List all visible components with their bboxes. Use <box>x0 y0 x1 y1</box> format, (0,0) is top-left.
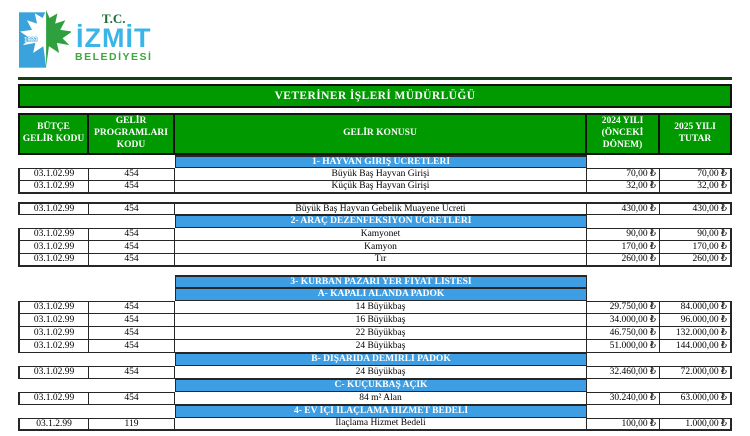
income-subject-cell: Kamyonet <box>175 228 587 241</box>
amount-2025-cell: 170,00 ₺ <box>660 241 732 254</box>
income-subject-cell: Büyük Baş Hayvan Girişi <box>175 168 587 181</box>
program-code-cell: 454 <box>89 327 175 340</box>
section-spacer <box>587 405 732 418</box>
income-subject-cell: Kamyon <box>175 241 587 254</box>
section-spacer <box>18 275 175 288</box>
section-header-row <box>18 155 732 168</box>
column-header-2024: 2024 YILI (ÖNCEKİ DÖNEM) <box>587 115 660 153</box>
divider-rule <box>18 77 732 80</box>
table-row <box>18 418 732 431</box>
brand-tc-label: T.C. <box>101 11 126 26</box>
amount-2024-cell: 100,00 ₺ <box>587 418 660 431</box>
program-code-cell: 454 <box>89 228 175 241</box>
section-header-row <box>18 353 732 366</box>
section-header: B- DIŞARIDA DEMİRLİ PADOK <box>175 353 587 366</box>
section-header: 1- HAYVAN GİRİŞ ÜCRETLERİ <box>175 155 587 168</box>
section-spacer <box>18 379 175 392</box>
section-header-row <box>18 275 732 288</box>
budget-code-cell: 03.1.02.99 <box>18 181 89 194</box>
amount-2024-cell: 32.460,00 ₺ <box>587 366 660 379</box>
income-subject-cell: Küçük Baş Hayvan Girişi <box>175 181 587 194</box>
section-spacer <box>587 155 732 168</box>
budget-code-cell: 03.1.02.99 <box>18 340 89 353</box>
program-code-cell: 454 <box>89 241 175 254</box>
amount-2024-cell: 30.240,00 ₺ <box>587 392 660 405</box>
column-header-budget-code: BÜTÇE GELİR KODU <box>20 115 89 153</box>
table-row <box>18 327 732 340</box>
income-subject-cell: 14 Büyükbaş <box>175 301 587 314</box>
department-title-bar <box>18 84 732 108</box>
table-row <box>18 366 732 379</box>
budget-code-cell: 03.1.02.99 <box>18 254 89 267</box>
income-subject-cell: 24 Büyükbaş <box>175 340 587 353</box>
income-subject-cell: Büyük Baş Hayvan Gebelik Muayene Ücreti <box>175 202 587 215</box>
amount-2025-cell: 132.000,00 ₺ <box>660 327 732 340</box>
brand-subtitle: BELEDİYESİ <box>75 51 153 63</box>
amount-2024-cell: 51.000,00 ₺ <box>587 340 660 353</box>
amount-2025-cell: 70,00 ₺ <box>660 168 732 181</box>
izmit-municipality-logo <box>19 10 71 70</box>
section-header-row <box>18 379 732 392</box>
amount-2025-cell: 430,00 ₺ <box>660 202 732 215</box>
section-spacer <box>18 288 175 301</box>
budget-code-cell: 03.1.2.99 <box>18 418 89 431</box>
brand-text <box>75 10 152 70</box>
table-header-row <box>18 113 732 155</box>
budget-code-cell: 03.1.02.99 <box>18 241 89 254</box>
program-code-cell: 454 <box>89 254 175 267</box>
table-gap <box>18 194 732 202</box>
column-header-2025: 2025 YILI TUTAR <box>674 122 716 144</box>
section-spacer <box>587 379 732 392</box>
section-spacer <box>18 215 175 228</box>
amount-2024-cell: 430,00 ₺ <box>587 202 660 215</box>
income-subject-cell: İlaçlama Hizmet Bedeli <box>175 418 587 431</box>
budget-code-cell: 03.1.02.99 <box>18 168 89 181</box>
section-header: A- KAPALI ALANDA PADOK <box>175 288 587 301</box>
amount-2024-cell: 32,00 ₺ <box>587 181 660 194</box>
amount-2024-cell: 70,00 ₺ <box>587 168 660 181</box>
section-header-row <box>18 288 732 301</box>
amount-2024-cell: 260,00 ₺ <box>587 254 660 267</box>
section-spacer <box>587 353 732 366</box>
founding-year-label: 1923 <box>23 36 38 44</box>
amount-2025-cell: 84.000,00 ₺ <box>660 301 732 314</box>
budget-code-cell: 03.1.02.99 <box>18 202 89 215</box>
amount-2025-cell: 32,00 ₺ <box>660 181 732 194</box>
table-row <box>18 228 732 241</box>
budget-code-cell: 03.1.02.99 <box>18 301 89 314</box>
amount-2025-cell: 260,00 ₺ <box>660 254 732 267</box>
table-row <box>18 168 732 181</box>
income-subject-cell: 22 Büyükbaş <box>175 327 587 340</box>
program-code-cell: 454 <box>89 366 175 379</box>
amount-2025-cell: 144.000,00 ₺ <box>660 340 732 353</box>
budget-code-cell: 03.1.02.99 <box>18 366 89 379</box>
amount-2024-cell: 170,00 ₺ <box>587 241 660 254</box>
department-title: VETERİNER İŞLERİ MÜDÜRLÜĞÜ <box>274 90 476 102</box>
program-code-cell: 454 <box>89 168 175 181</box>
budget-code-cell: 03.1.02.99 <box>18 392 89 405</box>
amount-2024-cell: 46.750,00 ₺ <box>587 327 660 340</box>
amount-2025-cell: 63.000,00 ₺ <box>660 392 732 405</box>
amount-2024-cell: 29.750,00 ₺ <box>587 301 660 314</box>
income-subject-cell: 84 m² Alan <box>175 392 587 405</box>
table-row <box>18 301 732 314</box>
column-header-income-subject: GELİR KONUSU <box>175 115 587 153</box>
brand-city-name: İZMİT <box>75 23 152 53</box>
income-subject-cell: 24 Büyükbaş <box>175 366 587 379</box>
section-header-row <box>18 215 732 228</box>
section-header: 4- EV İÇİ İLAÇLAMA HİZMET BEDELİ <box>175 405 587 418</box>
section-header: C- KÜÇÜKBAŞ AÇIK <box>175 379 587 392</box>
section-spacer <box>18 353 175 366</box>
amount-2024-cell: 34.000,00 ₺ <box>587 314 660 327</box>
section-spacer <box>18 155 175 168</box>
income-subject-cell: Tır <box>175 254 587 267</box>
amount-2025-cell: 72.000,00 ₺ <box>660 366 732 379</box>
program-code-cell: 119 <box>89 418 175 431</box>
income-subject-cell: 16 Büyükbaş <box>175 314 587 327</box>
budget-code-cell: 03.1.02.99 <box>18 228 89 241</box>
program-code-cell: 454 <box>89 301 175 314</box>
program-code-cell: 454 <box>89 340 175 353</box>
section-spacer <box>587 215 732 228</box>
table-row <box>18 202 732 215</box>
section-header: 2- ARAÇ DEZENFEKSİYON ÜCRETLERİ <box>175 215 587 228</box>
amount-2024-cell: 90,00 ₺ <box>587 228 660 241</box>
table-row <box>18 340 732 353</box>
table-row <box>18 181 732 194</box>
program-code-cell: 454 <box>89 181 175 194</box>
program-code-cell: 454 <box>89 202 175 215</box>
table-row <box>18 254 732 267</box>
section-spacer <box>587 275 732 288</box>
table-body <box>18 155 732 431</box>
section-header-row <box>18 405 732 418</box>
budget-code-cell: 03.1.02.99 <box>18 314 89 327</box>
amount-2025-cell: 96.000,00 ₺ <box>660 314 732 327</box>
budget-code-cell: 03.1.02.99 <box>18 327 89 340</box>
amount-2025-cell: 90,00 ₺ <box>660 228 732 241</box>
program-code-cell: 454 <box>89 392 175 405</box>
section-spacer <box>587 288 732 301</box>
section-header: 3- KURBAN PAZARI YER FİYAT LİSTESİ <box>175 275 587 288</box>
income-table <box>18 113 732 431</box>
amount-2025-cell: 1.000,00 ₺ <box>660 418 732 431</box>
program-code-cell: 454 <box>89 314 175 327</box>
table-row <box>18 392 732 405</box>
table-row <box>18 241 732 254</box>
column-header-program-code: GELİR PROGRAMLARI KODU <box>89 115 175 153</box>
section-spacer <box>18 405 175 418</box>
table-row <box>18 314 732 327</box>
table-gap <box>18 267 732 275</box>
brand-header <box>19 10 152 70</box>
